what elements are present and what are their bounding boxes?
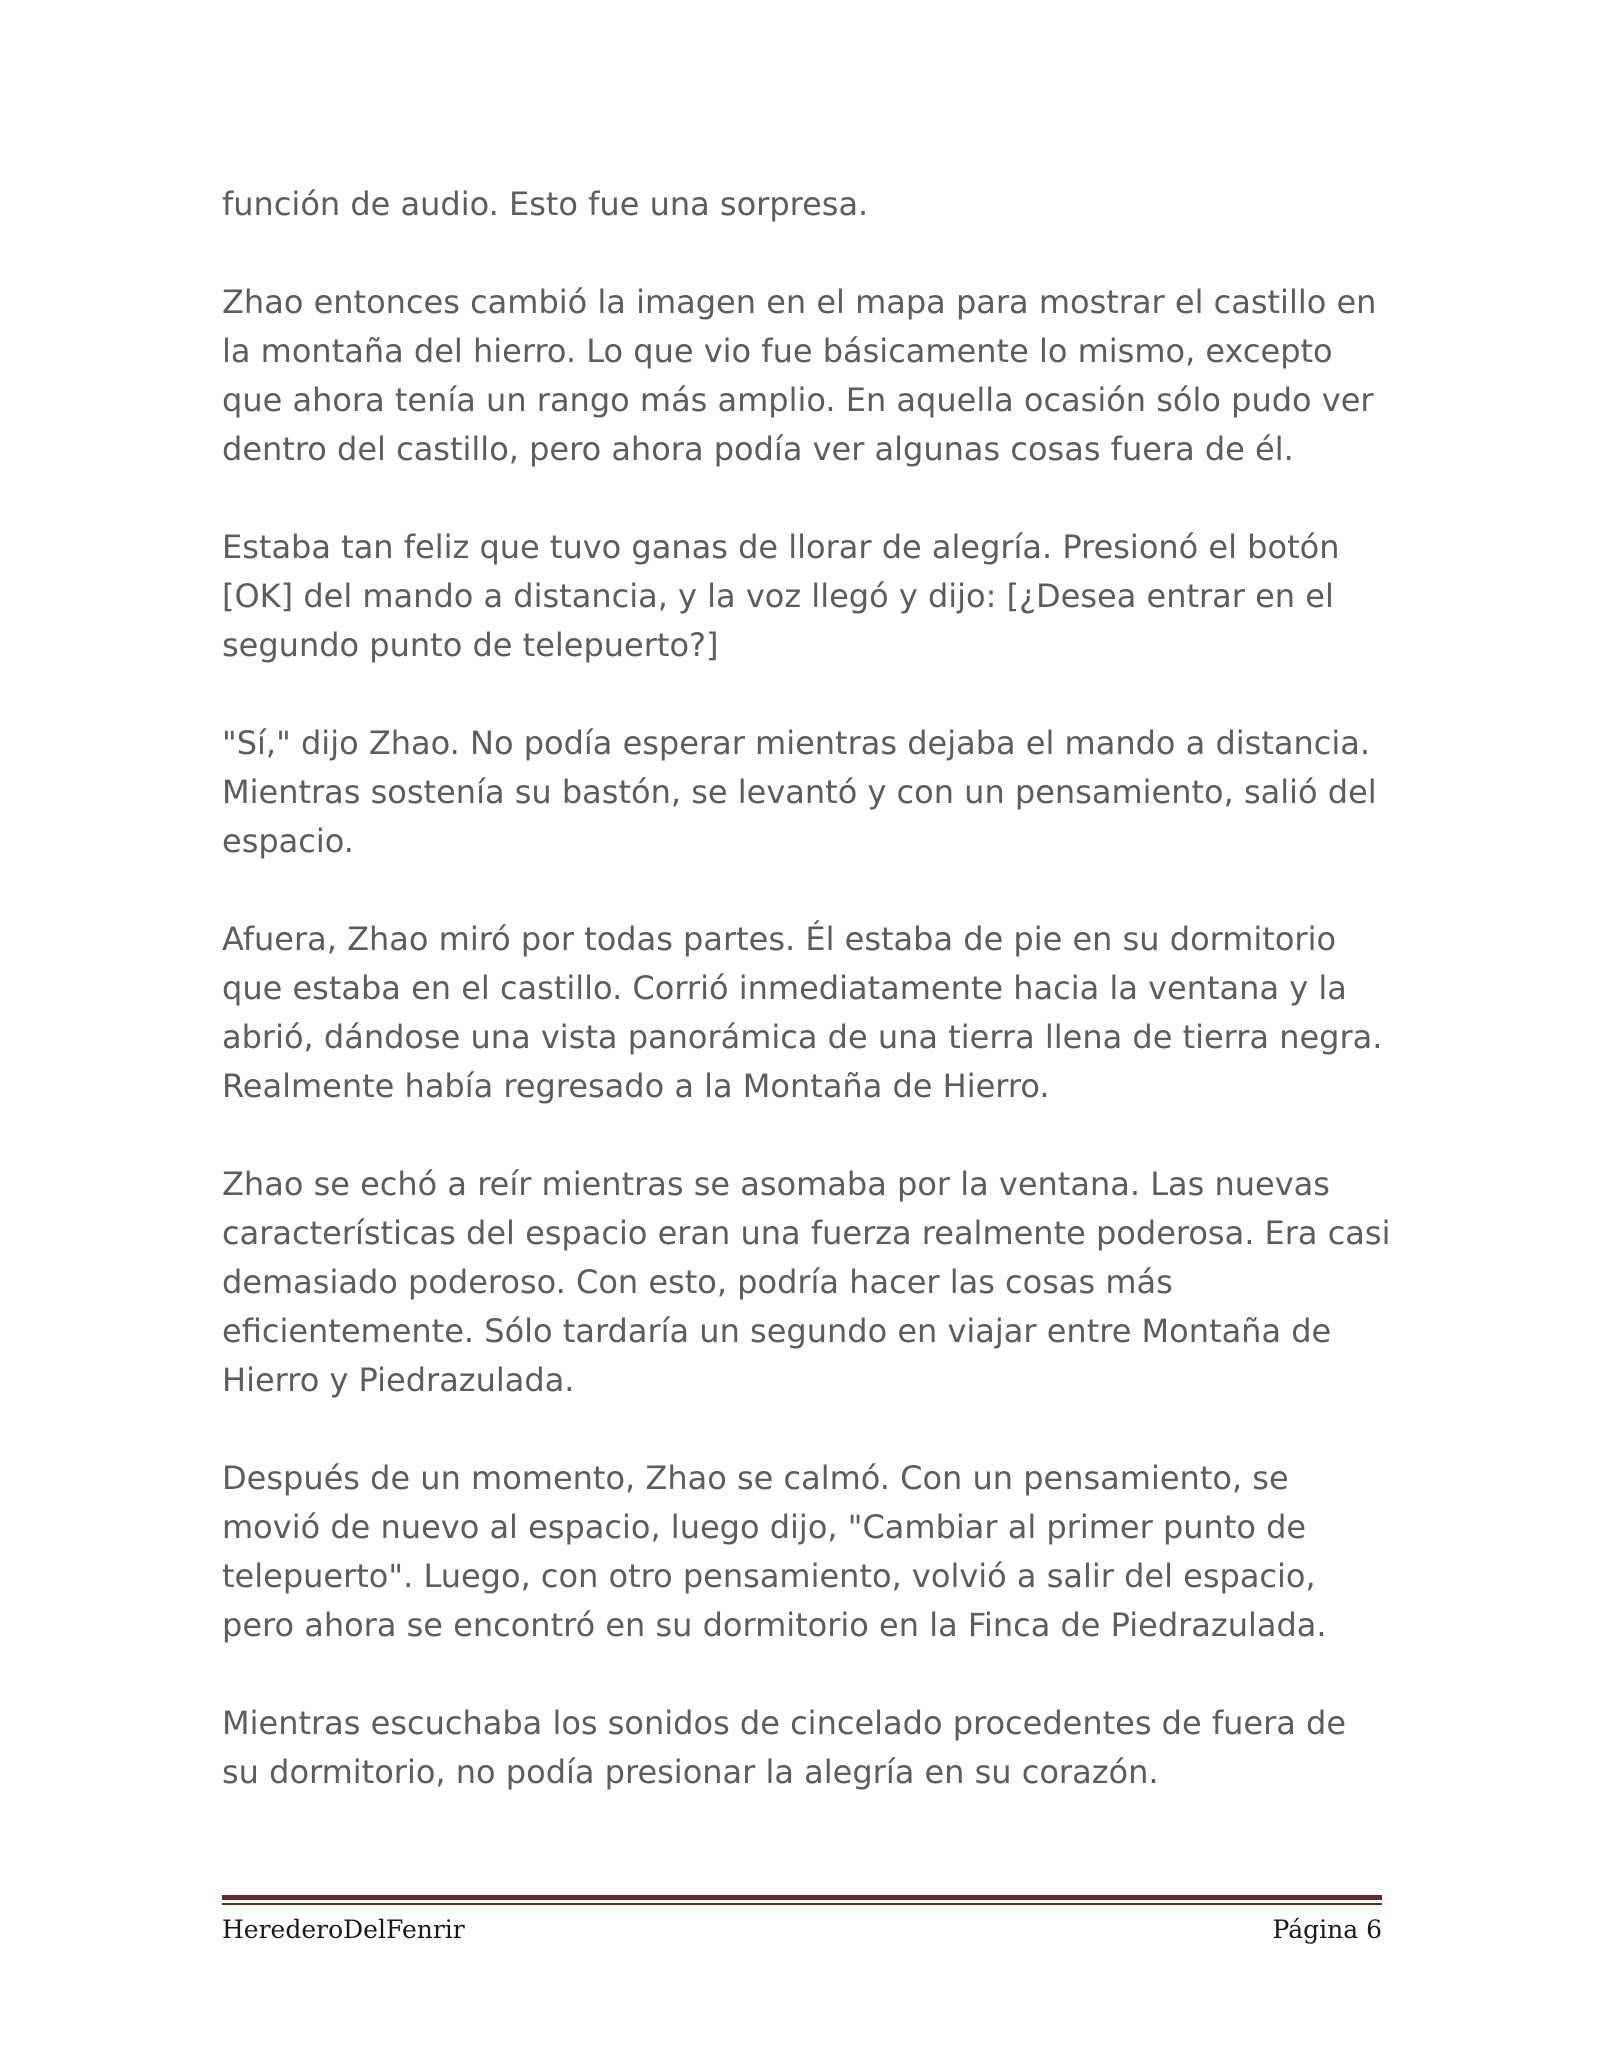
paragraph-8: Mientras escuchaba los sonidos de cincelado procedentes de fuera de su dormitorio, no podía presionar la alegría en su corazón.	[222, 1704, 1347, 1791]
footer-author: HerederoDelFenrir	[222, 1915, 465, 1944]
paragraph-7: Después de un momento, Zhao se calmó. Con un pensamiento, se movió de nuevo al espacio, luego dijo, "Cambiar al primer punto de telepuerto". Luego, con otro pensamiento, volvió a salir del espacio, pero ahora se encontró en su dormitorio en la Finca de Piedrazulada.	[222, 1459, 1327, 1644]
footer-divider	[222, 1895, 1382, 1905]
paragraph-2: Zhao entonces cambió la imagen en el mapa para mostrar el castillo en la montaña del hierro. Lo que vio fue básicamente lo mismo, excepto que ahora tenía un rango más amplio. En aquella ocasión sólo pudo ver dentro del castillo, pero ahora podía ver algunas cosas fuera de él.	[222, 283, 1377, 468]
footer-page-number: Página 6	[1272, 1915, 1382, 1944]
paragraph-5: Afuera, Zhao miró por todas partes. Él estaba de pie en su dormitorio que estaba en el castillo. Corrió inmediatamente hacia la ventana y la abrió, dándose una vista panorámica de una tierra llena de tierra negra. Realmente había regresado a la Montaña de Hierro.	[222, 920, 1383, 1105]
body-text	[222, 180, 1392, 1797]
paragraph-6: Zhao se echó a reír mientras se asomaba por la ventana. Las nuevas características del espacio eran una fuerza realmente poderosa. Era casi demasiado poderoso. Con esto, podría hacer las cosas más eficientemente. Sólo tardaría un segundo en viajar entre Montaña de Hierro y Piedrazulada.	[222, 1165, 1391, 1399]
paragraph-4: "Sí," dijo Zhao. No podía esperar mientras dejaba el mando a distancia. Mientras sostenía su bastón, se levantó y con un pensamiento, salió del espacio.	[222, 724, 1377, 860]
paragraph-1: función de audio. Esto fue una sorpresa.	[222, 185, 869, 223]
paragraph-3: Estaba tan feliz que tuvo ganas de llorar de alegría. Presionó el botón [OK] del mando a distancia, y la voz llegó y dijo: [¿Desea entrar en el segundo punto de telepuerto?]	[222, 528, 1340, 664]
